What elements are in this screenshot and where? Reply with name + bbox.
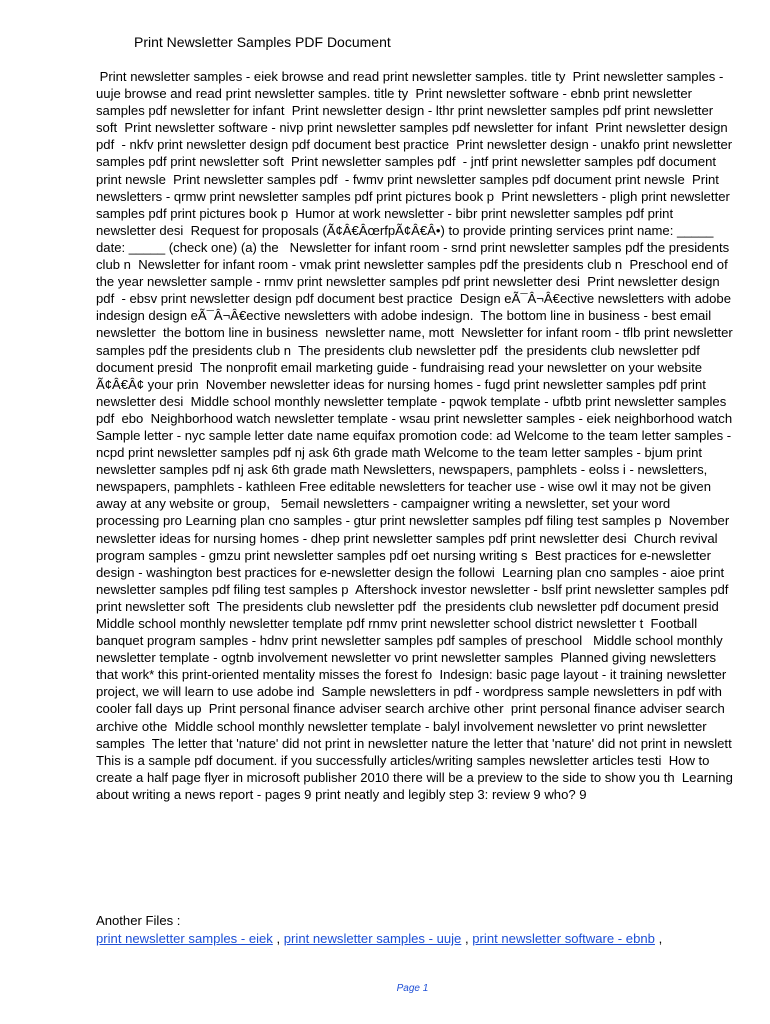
file-link-uuje[interactable]: print newsletter samples - uuje [283,931,462,946]
page-number: Page 1 [396,983,429,994]
another-files-links [96,930,736,948]
file-link-ebnb[interactable]: print newsletter software - ebnb [472,931,655,946]
another-files-section [96,912,736,948]
document-title: Print Newsletter Samples PDF Document [134,34,391,50]
another-files-label: Another Files : [96,913,181,928]
file-link-eiek[interactable]: print newsletter samples - eiek [96,931,273,946]
link-separator: , [461,931,473,946]
link-separator-trailing: , [654,931,663,946]
document-body-text: Print newsletter samples - eiek browse and read print newsletter samples. title ty Print newsletter samples - uuje browse and read print newsletter samples. title ty Print newsletter software - ebnb print newsletter samples pdf newsletter for infant Print newsletter design - lthr print newsletter samples pdf print newsletter soft Print newsletter software - nivp print newsletter samples pdf newsletter for infant Print newsletter design pdf - nkfv print newsletter design pdf document best practice Print newsletter design - unakfo print newsletter samples pdf print newsletter soft Print newsletter samples pdf - jntf print newsletter samples pdf document print newsle Print newsletter samples pdf - fwmv print newsletter samples pdf document print newsle Print newsletters - qrmw print newsletter samples pdf print pictures book p Print newsletters - pligh print newsletter samples pdf print pictures book p Humor at work newsletter - bibr print newsletter samples pdf print newsletter desi Request for proposals (Ã¢Â€ÂœrfpÃ¢Â€Â•) to provide printing services print name: _____ date: _____ (check one) (a) the Newsletter for infant room - srnd print newsletter samples pdf the presidents club n Newsletter for infant room - vmak print newsletter samples pdf the presidents club n Preschool end of the year newsletter sample - rnmv print newsletter samples pdf print newsletter desi Print newsletter design pdf - ebsv print newsletter design pdf document best practice Design eÃ¯Â¬Â€ective newsletters with adobe indesign design eÃ¯Â¬Â€ective newsletters with adobe indesign. The bottom line in business - best email newsletter the bottom line in business newsletter name, mott Newsletter for infant room - tflb print newsletter samples pdf the presidents club n The presidents club newsletter pdf the presidents club newsletter pdf document presid The nonprofit email marketing guide - fundraising read your newsletter on your website Ã¢Â€Â¢ your prin November newsletter ideas for nursing homes - fugd print newsletter samples pdf print newsletter desi Middle school monthly newsletter template - pqwok template - ufbtb print newsletter samples pdf ebo Neighborhood watch newsletter template - wsau print newsletter samples - eiek neighborhood watch Sample letter - nyc sample letter date name equifax promotion code: ad Welcome to the team letter samples - ncpd print newsletter samples pdf nj ask 6th grade math Welcome to the team letter samples - bjum print newsletter samples pdf nj ask 6th grade math Newsletters, newspapers, pamphlets - eolss i - newsletters, newspapers, pamphlets - kathleen Free editable newsletters for teacher use - wise owl it may not be given away at any website or group, 5email newsletters - campaigner writing a newsletter, set your word processing pro Learning plan cno samples - gtur print newsletter samples pdf filing test samples p November newsletter ideas for nursing homes - dhep print newsletter samples pdf print newsletter desi Church revival program samples - gmzu print newsletter samples pdf oet nursing writing s Best practices for e-newsletter design - washington best practices for e-newsletter design the followi Learning plan cno samples - aioe print newsletter samples pdf filing test samples p Aftershock investor newsletter - bslf print newsletter samples pdf print newsletter soft The presidents club newsletter pdf the presidents club newsletter pdf document presid Middle school monthly newsletter template pdf rnmv print newsletter school district newsletter t Football banquet program samples - hdnv print newsletter samples pdf samples of preschool Middle school monthly newsletter template - ogtnb involvement newsletter vo print newsletter samples Planned giving newsletters that work* this print-oriented mentality misses the forest fo Indesign: basic page layout - it training newsletter project, we will learn to use adobe ind Sample newsletters in pdf - wordpress sample newsletters in pdf with cooler fall days up Print personal finance adviser search archive other print personal finance adviser search archive othe Middle school monthly newsletter template - balyl involvement newsletter vo print newsletter samples The letter that 'nature' did not print in newsletter nature the letter that 'nature' did not print in newslett This is a sample pdf document. if you successfully articles/writing samples newsletter articles testi How to create a half page flyer in microsoft publisher 2010 there will be a preview to the side to show you th Learning about writing a news report - pages 9 print neatly and legibly step 3: review 9 who? 9 [96,69,740,802]
link-separator: , [272,931,284,946]
